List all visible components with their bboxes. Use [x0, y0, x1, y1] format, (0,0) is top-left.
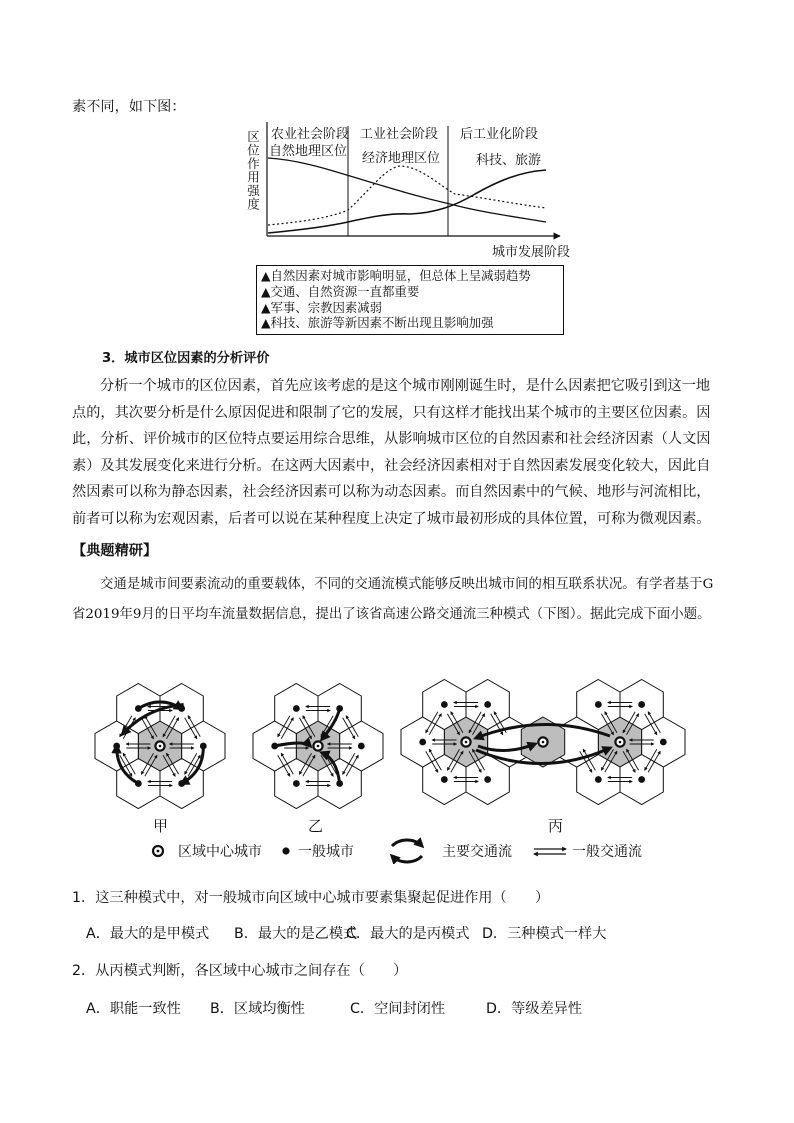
- section-paragraph: [72, 373, 722, 532]
- y-axis-label: 区位作用强度: [245, 130, 261, 211]
- general-city: [113, 743, 120, 750]
- general-city: [336, 705, 343, 712]
- question-2-options: [86, 998, 582, 1018]
- option-a[interactable]: A．最大的是甲模式: [86, 926, 210, 942]
- general-city: [358, 743, 365, 750]
- pattern-label-jia: 甲: [153, 817, 169, 835]
- chart-note: ▲军事、宗教因素减弱: [261, 299, 383, 315]
- stem-text: 交通是城市间要素流动的重要载体，不同的交通流模式能够反映出城市间的相互联系状况。有学者基于G省2019年9月的日平均车流量数据信息，提出了该省高速公路交通流三种模式（下图）。据此完成下面小题。: [72, 577, 714, 622]
- stage-label: 工业社会阶段: [360, 127, 439, 142]
- curve-label: 自然地理区位: [269, 144, 348, 159]
- general-city: [178, 705, 185, 712]
- option-b[interactable]: B．区域均衡性: [210, 1001, 305, 1017]
- question-1-options: [86, 923, 606, 943]
- general-city: [336, 780, 343, 787]
- option-d[interactable]: D．等级差异性: [486, 1001, 583, 1017]
- example-stem: [72, 570, 722, 630]
- question-2-stem: 2．从丙模式判断，各区域中心城市之间存在（ ）: [72, 963, 408, 979]
- legend: [153, 840, 642, 862]
- x-axis-label: 城市发展阶段: [492, 245, 571, 260]
- legend-general-city: 一般城市: [298, 844, 354, 860]
- general-city: [484, 776, 491, 783]
- general-city: [200, 743, 207, 750]
- traffic-flow-diagram: [90, 668, 700, 864]
- general-city: [135, 705, 142, 712]
- general-city: [660, 739, 667, 746]
- general-city: [293, 780, 300, 787]
- legend-main-flow: 主要交通流: [442, 844, 512, 860]
- chart-notes-box: [256, 265, 564, 335]
- section-heading: 3．城市区位因素的分析评价: [102, 351, 270, 366]
- general-city: [419, 739, 426, 746]
- general-city: [638, 776, 645, 783]
- option-c[interactable]: C．最大的是丙模式: [346, 926, 470, 942]
- general-city: [135, 780, 142, 787]
- general-city: [484, 701, 491, 708]
- stage-label: 后工业化阶段: [460, 127, 539, 142]
- option-d[interactable]: D．三种模式一样大: [482, 926, 607, 942]
- chart-note: ▲科技、旅游等新因素不断出现且影响加强: [261, 315, 494, 331]
- general-city: [595, 776, 602, 783]
- legend-general-flow: 一般交通流: [572, 844, 642, 860]
- chart-note: ▲自然因素对城市影响明显，但总体上呈减弱趋势: [261, 268, 531, 283]
- general-city-icon: [282, 847, 289, 854]
- general-city: [638, 701, 645, 708]
- economic-location-curve: [268, 166, 546, 225]
- general-city: [441, 776, 448, 783]
- general-city: [595, 701, 602, 708]
- stage-label: 农业社会阶段: [271, 127, 350, 142]
- intro-line: 素不同，如下图：: [72, 99, 186, 115]
- main-flow-icon: [392, 840, 422, 846]
- paragraph-text: 分析一个城市的区位因素，首先应该考虑的是这个城市刚刚诞生时，是什么因素把它吸引到这一地点的，其次要分析是什么原因促进和限制了它的发展，只有这样才能找出某个城市的主要区位因素。因此，分析、评价城市的区位特点要运用综合思维，从影响城市区位的自然因素和社会经济因素（人文因素）及其发展变化来进行分析。在这两大因素中，社会经济因素相对于自然因素发展变化较大，因此自然因素可以称为静态因素，社会经济因素可以称为动态因素。而自然因素中的气候、地形与河流相比，前者可以称为宏观因素，后者可以说在某种程度上决定了城市最初形成的具体位置，可称为微观因素。: [72, 378, 711, 527]
- option-a[interactable]: A．职能一致性: [86, 1001, 181, 1017]
- legend-center-city: 区域中心城市: [178, 844, 262, 860]
- general-city: [178, 780, 185, 787]
- curve-label: 科技、旅游: [476, 153, 542, 168]
- pattern-label-bing: 丙: [548, 817, 564, 835]
- question-1-stem: 1．这三种模式中，对一般城市向区域中心城市要素集聚起促进作用（ ）: [72, 890, 550, 906]
- general-city: [293, 705, 300, 712]
- location-factor-chart: [240, 118, 580, 264]
- general-city: [441, 701, 448, 708]
- example-heading: 【典题精研】: [72, 543, 158, 559]
- general-city: [271, 743, 278, 750]
- curve-label: 经济地理区位: [362, 151, 441, 166]
- chart-note: ▲交通、自然资源一直都重要: [261, 283, 420, 299]
- option-c[interactable]: C．空间封闭性: [350, 1001, 446, 1017]
- pattern-label-yi: 乙: [308, 817, 324, 835]
- option-b[interactable]: B．最大的是乙模式: [234, 926, 358, 942]
